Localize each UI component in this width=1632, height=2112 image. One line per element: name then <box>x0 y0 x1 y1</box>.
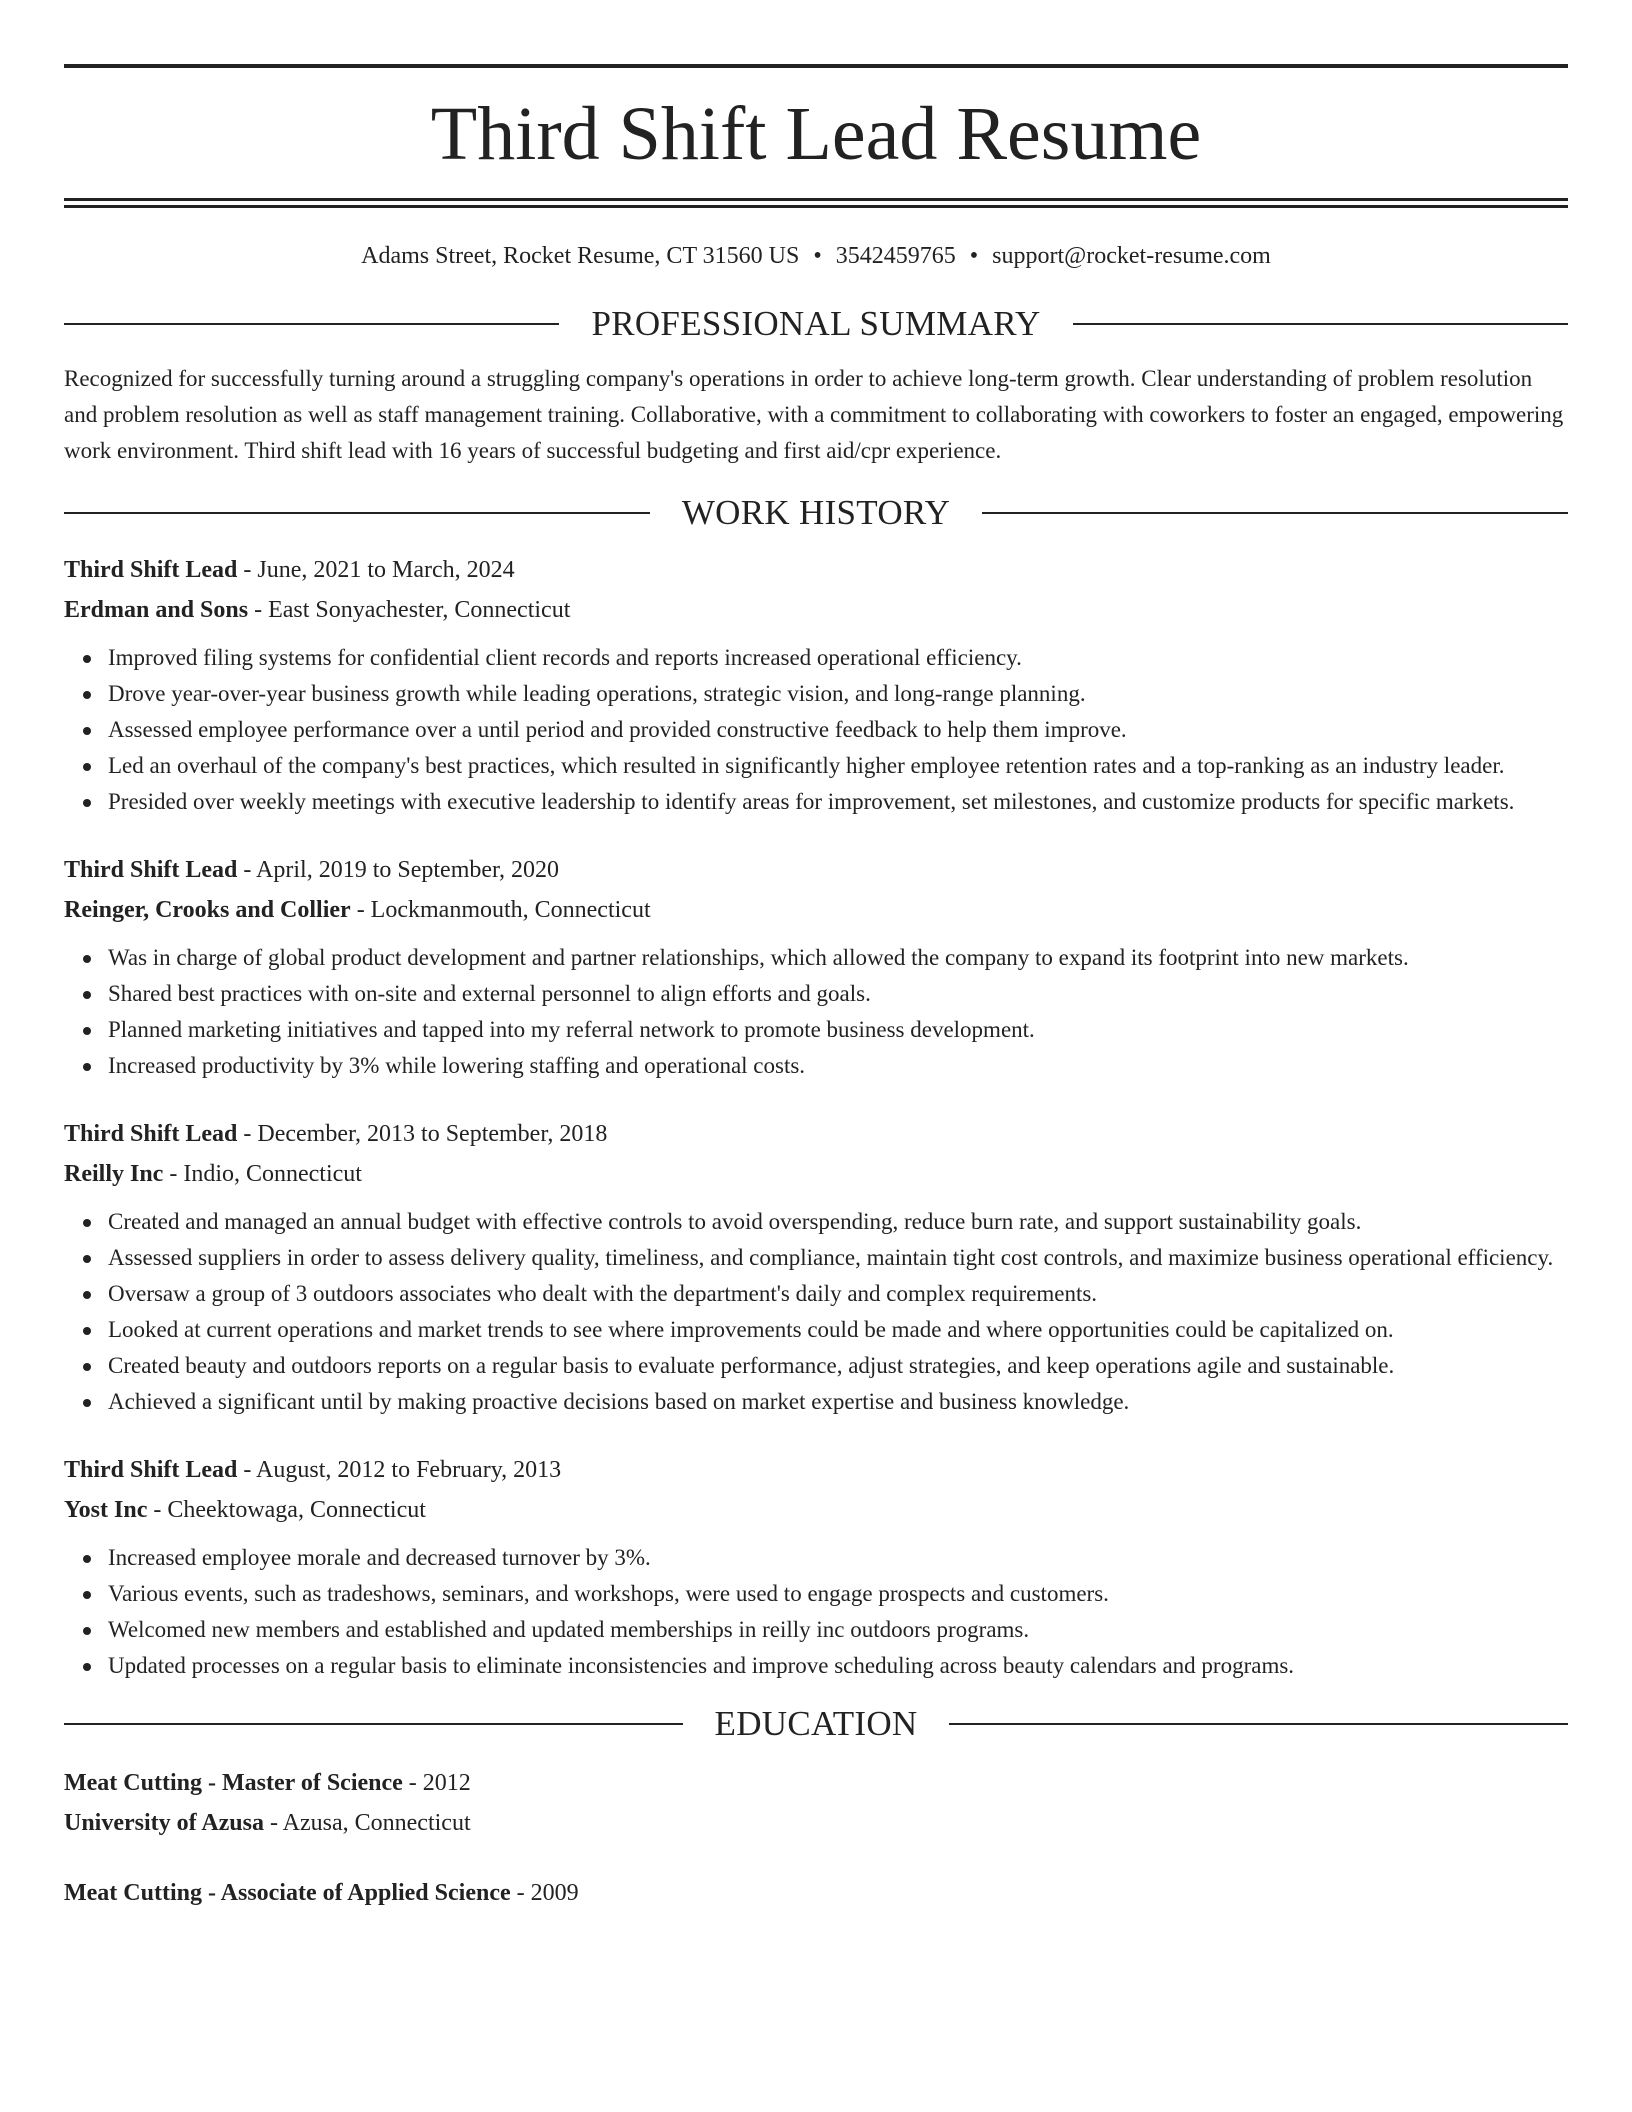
education-list <box>64 1763 1568 1913</box>
section-heading-education <box>64 1706 1568 1741</box>
job-bullet: Was in charge of global product development and partner relationships, which allowed the company to expand its footprint into new markets. <box>108 940 1568 976</box>
contact-address: Adams Street, Rocket Resume, CT 31560 US <box>361 243 800 269</box>
job-bullet: Looked at current operations and market trends to see where improvements could be made and where opportunities could be capitalized on. <box>108 1312 1568 1348</box>
contact-separator: • <box>813 243 822 269</box>
job-list <box>64 550 1568 1684</box>
job-title: Third Shift Lead <box>64 857 238 883</box>
section-title: EDUCATION <box>714 1704 918 1743</box>
job-location: - Indio, Connecticut <box>163 1161 362 1187</box>
job-company-line <box>64 890 1568 930</box>
summary-text: Recognized for successfully turning around a struggling company's operations in order to achieve long-term growth. Clear understanding of problem resolution and problem resolution as well as staff management training. Collaborative, with a commitment to collaborating with coworkers to foster an engaged, empowering work environment. Third shift lead with 16 years of successful budgeting and first aid/cpr experience. <box>64 366 1564 463</box>
contact-email: support@rocket-resume.com <box>992 243 1271 269</box>
section-title: WORK HISTORY <box>681 493 951 532</box>
contact-phone: 3542459765 <box>835 243 956 269</box>
job-title-line <box>64 850 1568 890</box>
title-double-rule <box>64 198 1568 208</box>
section-heading-work-history <box>64 495 1568 530</box>
job-company-line <box>64 590 1568 630</box>
heading-rule-right <box>949 1723 1568 1725</box>
job-bullets <box>64 1204 1568 1420</box>
job-title-line <box>64 1450 1568 1490</box>
heading-rule-right <box>982 512 1568 514</box>
heading-rule-right <box>1073 323 1568 325</box>
job-bullets <box>64 1540 1568 1684</box>
job-location: - Lockmanmouth, Connecticut <box>350 897 651 923</box>
section-heading-summary <box>64 306 1568 341</box>
job-bullet: Assessed employee performance over a until period and provided constructive feedback to help them improve. <box>108 712 1568 748</box>
job-company: Reinger, Crooks and Collier <box>64 897 351 923</box>
job-bullets <box>64 940 1568 1084</box>
heading-rule-left <box>64 1723 683 1725</box>
heading-rule-left <box>64 512 650 514</box>
job-bullet: Led an overhaul of the company's best practices, which resulted in significantly higher employee retention rates and a top-ranking as an industry leader. <box>108 748 1568 784</box>
job-company-line <box>64 1490 1568 1530</box>
job-bullet: Created and managed an annual budget with effective controls to avoid overspending, reduce burn rate, and support sustainability goals. <box>108 1204 1568 1240</box>
education-year: - 2012 <box>402 1770 471 1796</box>
job-title-line <box>64 1114 1568 1154</box>
education-degree-line <box>64 1763 1568 1803</box>
job-bullet: Increased employee morale and decreased turnover by 3%. <box>108 1540 1568 1576</box>
job-bullets <box>64 640 1568 820</box>
job-company: Erdman and Sons <box>64 597 249 623</box>
job-company: Yost Inc <box>64 1497 148 1523</box>
education-school-line <box>64 1803 1568 1843</box>
job-entry <box>64 550 1568 820</box>
heading-rule-left <box>64 323 559 325</box>
title-block <box>64 0 1568 208</box>
education-year: - 2009 <box>510 1880 579 1906</box>
education-entry <box>64 1873 1568 1913</box>
education-location: - Azusa, Connecticut <box>264 1810 471 1836</box>
education-degree-line <box>64 1873 1568 1913</box>
job-bullet: Drove year-over-year business growth while leading operations, strategic vision, and long-range planning. <box>108 676 1568 712</box>
section-title: PROFESSIONAL SUMMARY <box>591 304 1041 343</box>
education-degree: Meat Cutting - Master of Science <box>64 1770 403 1796</box>
job-dates: - December, 2013 to September, 2018 <box>237 1121 608 1147</box>
job-dates: - August, 2012 to February, 2013 <box>237 1457 562 1483</box>
contact-line <box>64 244 1568 268</box>
job-company: Reilly Inc <box>64 1161 164 1187</box>
job-bullet: Achieved a significant until by making proactive decisions based on market expertise and business knowledge. <box>108 1384 1568 1420</box>
job-bullet: Various events, such as tradeshows, seminars, and workshops, were used to engage prospects and customers. <box>108 1576 1568 1612</box>
job-entry <box>64 1114 1568 1420</box>
job-company-line <box>64 1154 1568 1194</box>
job-bullet: Improved filing systems for confidential client records and reports increased operational efficiency. <box>108 640 1568 676</box>
education-degree: Meat Cutting - Associate of Applied Science <box>64 1880 511 1906</box>
education-school: University of Azusa <box>64 1810 264 1836</box>
job-bullet: Increased productivity by 3% while lowering staffing and operational costs. <box>108 1048 1568 1084</box>
job-bullet: Presided over weekly meetings with executive leadership to identify areas for improvement, set milestones, and customize products for specific markets. <box>108 784 1568 820</box>
job-bullet: Updated processes on a regular basis to eliminate inconsistencies and improve scheduling across beauty calendars and programs. <box>108 1648 1568 1684</box>
education-entry <box>64 1763 1568 1843</box>
job-dates: - June, 2021 to March, 2024 <box>237 557 515 583</box>
job-bullet: Welcomed new members and established and updated memberships in reilly inc outdoors programs. <box>108 1612 1568 1648</box>
job-bullet: Oversaw a group of 3 outdoors associates who dealt with the department's daily and complex requirements. <box>108 1276 1568 1312</box>
job-bullet: Created beauty and outdoors reports on a regular basis to evaluate performance, adjust strategies, and keep operations agile and sustainable. <box>108 1348 1568 1384</box>
job-title: Third Shift Lead <box>64 1121 238 1147</box>
job-bullet: Assessed suppliers in order to assess delivery quality, timeliness, and compliance, maintain tight cost controls, and maximize business operational efficiency. <box>108 1240 1568 1276</box>
job-dates: - April, 2019 to September, 2020 <box>237 857 560 883</box>
page-title: Third Shift Lead Resume <box>430 92 1202 176</box>
job-title: Third Shift Lead <box>64 1457 238 1483</box>
job-title-line <box>64 550 1568 590</box>
job-location: - East Sonyachester, Connecticut <box>248 597 571 623</box>
job-bullet: Shared best practices with on-site and external personnel to align efforts and goals. <box>108 976 1568 1012</box>
job-entry <box>64 1450 1568 1684</box>
job-location: - Cheektowaga, Connecticut <box>147 1497 426 1523</box>
job-entry <box>64 850 1568 1084</box>
job-title: Third Shift Lead <box>64 557 238 583</box>
contact-separator: • <box>969 243 979 269</box>
job-bullet: Planned marketing initiatives and tapped into my referral network to promote business development. <box>108 1012 1568 1048</box>
